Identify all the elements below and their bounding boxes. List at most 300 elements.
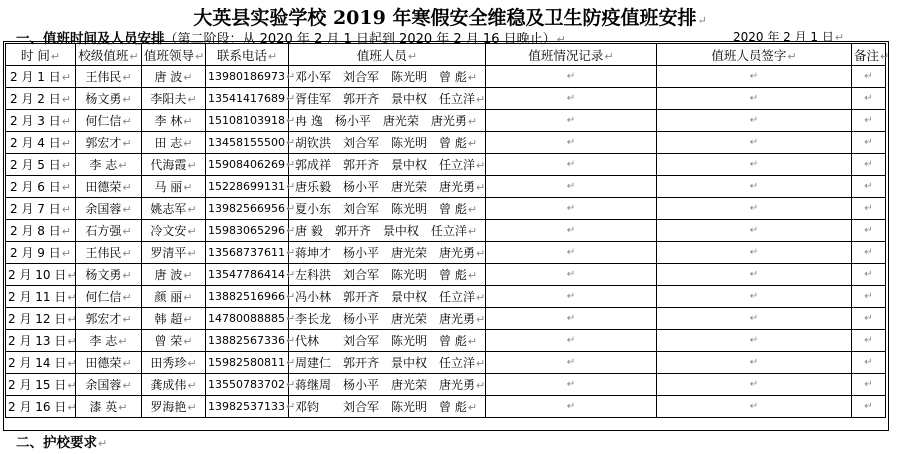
date-cell [6, 88, 76, 110]
paragraph-mark-icon: ↵ [183, 115, 193, 128]
paragraph-mark-icon: ↵ [67, 269, 77, 282]
date-cell [6, 132, 76, 154]
paragraph-mark-icon: ↵ [285, 400, 296, 413]
paragraph-mark-icon: ↵ [697, 14, 707, 27]
duty-leader-cell [142, 374, 206, 396]
paragraph-mark-icon: ↵ [604, 49, 614, 63]
paragraph-mark-icon: ↵ [864, 225, 873, 236]
duty-leader-cell-text: 田 志 [154, 136, 183, 150]
table-row [6, 352, 886, 374]
paragraph-mark-icon: ↵ [67, 313, 77, 326]
paragraph-mark-icon: ↵ [187, 357, 197, 370]
record-cell [486, 220, 657, 242]
signature-cell [657, 66, 852, 88]
duty-leader-cell [142, 242, 206, 264]
date-cell-text: 2 月 15 日 [8, 378, 67, 392]
paragraph-mark-icon: ↵ [122, 291, 132, 304]
paragraph-mark-icon: ↵ [61, 247, 71, 260]
duty-leader-cell [142, 132, 206, 154]
paragraph-mark-icon: ↵ [566, 203, 576, 214]
duty-leader-cell-text: 曾 荣 [154, 334, 183, 348]
paragraph-mark-icon: ↵ [61, 93, 71, 106]
duty-leader-cell [142, 176, 206, 198]
date-cell [6, 110, 76, 132]
paragraph-mark-icon: ↵ [267, 49, 278, 63]
school-duty-cell-text: 李 志 [89, 158, 118, 172]
record-cell [486, 176, 657, 198]
date-cell-text: 2 月 2 日 [10, 92, 61, 106]
remark-cell [852, 66, 886, 88]
paragraph-mark-icon: ↵ [118, 335, 128, 348]
paragraph-mark-icon: ↵ [187, 379, 197, 392]
phone-cell-text: 13882516966 [208, 290, 285, 303]
remark-cell [852, 154, 886, 176]
paragraph-mark-icon: ↵ [67, 291, 77, 304]
table-row [6, 88, 886, 110]
paragraph-mark-icon: ↵ [864, 357, 873, 368]
school-duty-cell-text: 杨文勇 [85, 268, 122, 282]
paragraph-mark-icon: ↵ [122, 93, 132, 106]
paragraph-mark-icon: ↵ [864, 247, 873, 258]
paragraph-mark-icon: ↵ [749, 225, 759, 236]
duty-leader-cell-text: 李阳夫 [150, 92, 187, 106]
column-header [486, 44, 657, 66]
column-header [6, 44, 76, 66]
duty-leader-cell-text: 冷文安 [150, 224, 187, 238]
paragraph-mark-icon: ↵ [61, 137, 71, 150]
paragraph-mark-icon: ↵ [864, 159, 873, 170]
duty-staff-cell-text: 周建仁 郭开齐 景中权 任立洋 [295, 356, 476, 370]
duty-staff-cell [289, 198, 486, 220]
duty-staff-cell-text: 左科洪 刘合军 陈光明 曾 彪 [295, 268, 467, 282]
paragraph-mark-icon: ↵ [467, 137, 478, 150]
signature-cell [657, 154, 852, 176]
duty-leader-cell [142, 88, 206, 110]
paragraph-mark-icon: ↵ [749, 313, 759, 324]
school-duty-cell [76, 110, 142, 132]
date-cell [6, 308, 76, 330]
duty-staff-cell [289, 352, 486, 374]
duty-staff-cell-text: 冉 逸 杨小平 唐光荣 唐光勇 [295, 114, 467, 128]
paragraph-mark-icon: ↵ [749, 335, 759, 346]
column-header [142, 44, 206, 66]
paragraph-mark-icon: ↵ [749, 247, 759, 258]
paragraph-mark-icon: ↵ [122, 71, 132, 84]
paragraph-mark-icon: ↵ [749, 71, 759, 82]
record-cell [486, 396, 657, 418]
paragraph-mark-icon: ↵ [187, 401, 197, 414]
paragraph-mark-icon: ↵ [467, 225, 478, 238]
paragraph-mark-icon: ↵ [285, 268, 296, 281]
paragraph-mark-icon: ↵ [183, 137, 193, 150]
school-duty-cell [76, 198, 142, 220]
paragraph-mark-icon: ↵ [67, 401, 77, 414]
date-cell [6, 396, 76, 418]
column-header-label: 时 间 [20, 47, 50, 63]
paragraph-mark-icon: ↵ [118, 159, 128, 172]
paragraph-mark-icon: ↵ [122, 313, 132, 326]
signature-cell [657, 396, 852, 418]
paragraph-mark-icon: ↵ [864, 379, 873, 390]
phone-cell-text: 13980186973 [208, 70, 285, 83]
phone-cell [206, 374, 296, 396]
paragraph-mark-icon: ↵ [187, 159, 197, 172]
document-title-text: 大英县实验学校 2019 年寒假安全维稳及卫生防疫值班安排 [193, 7, 697, 29]
phone-cell-text: 13541417689 [208, 92, 285, 105]
paragraph-mark-icon: ↵ [476, 247, 486, 260]
phone-cell-text: 15228699131 [208, 180, 285, 193]
duty-leader-cell-text: 唐 波 [154, 70, 183, 84]
paragraph-mark-icon: ↵ [787, 49, 797, 63]
column-header [206, 44, 289, 66]
column-header-label: 值班领导 [144, 47, 195, 63]
table-row [6, 132, 886, 154]
paragraph-mark-icon: ↵ [566, 335, 576, 346]
paragraph-mark-icon: ↵ [183, 71, 193, 84]
paragraph-mark-icon: ↵ [476, 313, 486, 326]
record-cell [486, 374, 657, 396]
paragraph-mark-icon: ↵ [749, 159, 759, 170]
duty-staff-cell [289, 330, 486, 352]
school-duty-cell-text: 石方强 [85, 224, 122, 238]
duty-leader-cell-text: 颜 丽 [154, 290, 183, 304]
duty-staff-cell [289, 374, 486, 396]
duty-staff-cell [289, 264, 486, 286]
table-row [6, 110, 886, 132]
paragraph-mark-icon: ↵ [476, 159, 486, 172]
signature-cell [657, 176, 852, 198]
paragraph-mark-icon: ↵ [467, 401, 478, 414]
paragraph-mark-icon: ↵ [749, 203, 759, 214]
phone-cell [206, 352, 296, 374]
paragraph-mark-icon: ↵ [864, 181, 873, 192]
paragraph-mark-icon: ↵ [476, 181, 486, 194]
record-cell [486, 132, 657, 154]
column-header [852, 44, 890, 66]
duty-staff-cell [289, 396, 486, 418]
paragraph-mark-icon: ↵ [61, 181, 71, 194]
phone-cell [206, 264, 296, 286]
table-row [6, 286, 886, 308]
duty-leader-cell [142, 308, 206, 330]
paragraph-mark-icon: ↵ [467, 269, 478, 282]
paragraph-mark-icon: ↵ [183, 181, 193, 194]
date-cell-text: 2 月 5 日 [10, 158, 61, 172]
paragraph-mark-icon: ↵ [467, 115, 478, 128]
signature-cell [657, 308, 852, 330]
phone-cell [206, 88, 296, 110]
phone-cell [206, 132, 296, 154]
paragraph-mark-icon: ↵ [864, 137, 873, 148]
school-duty-cell [76, 264, 142, 286]
school-duty-cell-text: 何仁信 [85, 114, 122, 128]
table-row [6, 154, 886, 176]
date-cell-text: 2 月 7 日 [10, 202, 61, 216]
paragraph-mark-icon: ↵ [183, 269, 193, 282]
date-cell [6, 286, 76, 308]
signature-cell [657, 374, 852, 396]
duty-leader-cell-text: 马 丽 [154, 180, 183, 194]
signature-cell [657, 110, 852, 132]
record-cell [486, 88, 657, 110]
paragraph-mark-icon: ↵ [864, 313, 873, 324]
remark-cell [852, 396, 886, 418]
duty-leader-cell [142, 286, 206, 308]
paragraph-mark-icon: ↵ [467, 335, 478, 348]
duty-staff-cell-text: 邓钧 刘合军 陈光明 曾 彪 [295, 400, 467, 414]
signature-cell [657, 242, 852, 264]
paragraph-mark-icon: ↵ [864, 93, 873, 104]
record-cell [486, 110, 657, 132]
paragraph-mark-icon: ↵ [187, 225, 197, 238]
remark-cell [852, 264, 886, 286]
paragraph-mark-icon: ↵ [129, 49, 139, 63]
school-duty-cell-text: 郭宏才 [85, 136, 122, 150]
paragraph-mark-icon: ↵ [195, 49, 205, 63]
paragraph-mark-icon: ↵ [749, 291, 759, 302]
phone-cell [206, 286, 296, 308]
school-duty-cell [76, 220, 142, 242]
phone-cell-text: 13458155500 [208, 136, 285, 149]
phone-cell [206, 242, 296, 264]
column-header-label: 值班人员 [356, 47, 407, 63]
paragraph-mark-icon: ↵ [566, 357, 576, 368]
duty-staff-cell [289, 88, 486, 110]
signature-cell [657, 286, 852, 308]
table-row [6, 330, 886, 352]
school-duty-cell [76, 308, 142, 330]
remark-cell [852, 220, 886, 242]
school-duty-cell [76, 330, 142, 352]
duty-staff-cell [289, 110, 486, 132]
paragraph-mark-icon: ↵ [864, 115, 873, 126]
duty-leader-cell [142, 220, 206, 242]
phone-cell [206, 220, 296, 242]
school-duty-cell-text: 杨文勇 [85, 92, 122, 106]
date-cell [6, 220, 76, 242]
paragraph-mark-icon: ↵ [187, 93, 197, 106]
paragraph-mark-icon: ↵ [285, 334, 296, 347]
phone-cell [206, 110, 296, 132]
school-duty-cell-text: 余国蓉 [85, 202, 122, 216]
table-row [6, 264, 886, 286]
date-cell-text: 2 月 12 日 [8, 312, 67, 326]
school-duty-cell-text: 王伟民 [85, 246, 122, 260]
paragraph-mark-icon: ↵ [122, 181, 132, 194]
duty-leader-cell [142, 110, 206, 132]
signature-cell [657, 352, 852, 374]
school-duty-cell [76, 176, 142, 198]
school-duty-cell-text: 田德荣 [85, 180, 122, 194]
paragraph-mark-icon: ↵ [285, 290, 296, 303]
date-cell [6, 264, 76, 286]
paragraph-mark-icon: ↵ [61, 71, 71, 84]
column-header-label: 备注 [854, 47, 880, 63]
date-cell-text: 2 月 4 日 [10, 136, 61, 150]
paragraph-mark-icon: ↵ [566, 159, 576, 170]
paragraph-mark-icon: ↵ [285, 158, 296, 171]
paragraph-mark-icon: ↵ [61, 159, 71, 172]
remark-cell [852, 110, 886, 132]
record-cell [486, 242, 657, 264]
paragraph-mark-icon: ↵ [566, 137, 576, 148]
date-cell-text: 2 月 14 日 [8, 356, 67, 370]
school-duty-cell [76, 242, 142, 264]
remark-cell [852, 176, 886, 198]
duty-staff-cell-text: 蒋继周 杨小平 唐光荣 唐光勇 [295, 378, 476, 392]
paragraph-mark-icon: ↵ [566, 71, 576, 82]
paragraph-mark-icon: ↵ [566, 401, 576, 412]
paragraph-mark-icon: ↵ [749, 115, 759, 126]
paragraph-mark-icon: ↵ [864, 269, 873, 280]
phone-cell [206, 308, 296, 330]
paragraph-mark-icon: ↵ [122, 379, 132, 392]
paragraph-mark-icon: ↵ [122, 225, 132, 238]
date-cell-text: 2 月 13 日 [8, 334, 67, 348]
table-row [6, 374, 886, 396]
column-header [657, 44, 852, 66]
duty-staff-cell [289, 220, 486, 242]
paragraph-mark-icon: ↵ [183, 313, 193, 326]
paragraph-mark-icon: ↵ [67, 335, 77, 348]
school-duty-cell [76, 352, 142, 374]
duty-leader-cell [142, 352, 206, 374]
duty-leader-cell-text: 罗海艳 [150, 400, 187, 414]
duty-leader-cell [142, 330, 206, 352]
date-cell-text: 2 月 16 日 [8, 400, 67, 414]
duty-leader-cell [142, 396, 206, 418]
paragraph-mark-icon: ↵ [864, 335, 873, 346]
paragraph-mark-icon: ↵ [285, 114, 296, 127]
paragraph-mark-icon: ↵ [122, 247, 132, 260]
paragraph-mark-icon: ↵ [61, 203, 71, 216]
paragraph-mark-icon: ↵ [566, 181, 576, 192]
date-cell-text: 2 月 9 日 [10, 246, 61, 260]
date-cell [6, 66, 76, 88]
paragraph-mark-icon: ↵ [749, 181, 759, 192]
duty-staff-cell [289, 176, 486, 198]
paragraph-mark-icon: ↵ [864, 203, 873, 214]
phone-cell [206, 198, 296, 220]
duty-staff-cell-text: 夏小东 刘合军 陈光明 曾 彪 [295, 202, 467, 216]
paragraph-mark-icon: ↵ [67, 357, 77, 370]
record-cell [486, 286, 657, 308]
table-header-row [6, 44, 886, 66]
record-cell [486, 352, 657, 374]
school-duty-cell-text: 李 志 [89, 334, 118, 348]
date-cell-text: 2 月 6 日 [10, 180, 61, 194]
paragraph-mark-icon: ↵ [183, 335, 193, 348]
paragraph-mark-icon: ↵ [476, 357, 486, 370]
paragraph-mark-icon: ↵ [98, 437, 108, 450]
column-header [289, 44, 486, 66]
school-duty-cell-text: 余国蓉 [85, 378, 122, 392]
paragraph-mark-icon: ↵ [122, 269, 132, 282]
duty-leader-cell-text: 代海霞 [150, 158, 187, 172]
remark-cell [852, 198, 886, 220]
column-header-label: 联系电话 [216, 47, 267, 63]
paragraph-mark-icon: ↵ [122, 137, 132, 150]
duty-leader-cell-text: 田秀珍 [150, 356, 187, 370]
phone-cell [206, 154, 296, 176]
paragraph-mark-icon: ↵ [285, 92, 296, 105]
school-duty-cell-text: 郭宏才 [85, 312, 122, 326]
school-duty-cell-text: 何仁信 [85, 290, 122, 304]
duty-leader-cell-text: 罗清平 [150, 246, 187, 260]
paragraph-mark-icon: ↵ [880, 49, 890, 63]
phone-cell-text: 15908406269 [208, 158, 285, 171]
paragraph-mark-icon: ↵ [749, 137, 759, 148]
record-cell [486, 198, 657, 220]
school-duty-cell [76, 132, 142, 154]
table-row [6, 220, 886, 242]
duty-staff-cell [289, 242, 486, 264]
paragraph-mark-icon: ↵ [749, 93, 759, 104]
phone-cell-text: 15982580811 [208, 356, 285, 369]
remark-cell [852, 132, 886, 154]
date-cell-text: 2 月 1 日 [10, 70, 61, 84]
paragraph-mark-icon: ↵ [749, 379, 759, 390]
date-cell-text: 2 月 3 日 [10, 114, 61, 128]
paragraph-mark-icon: ↵ [834, 31, 845, 44]
record-cell [486, 308, 657, 330]
paragraph-mark-icon: ↵ [556, 33, 566, 46]
column-header-label: 值班人员签字 [711, 47, 787, 63]
paragraph-mark-icon: ↵ [50, 49, 61, 63]
duty-staff-cell-text: 邓小军 刘合军 陈光明 曾 彪 [295, 70, 467, 84]
date-cell [6, 374, 76, 396]
paragraph-mark-icon: ↵ [122, 115, 132, 128]
remark-cell [852, 308, 886, 330]
phone-cell-text: 15108103918 [208, 114, 285, 127]
school-duty-cell [76, 374, 142, 396]
paragraph-mark-icon: ↵ [566, 379, 576, 390]
phone-cell-text: 15983065296 [208, 224, 285, 237]
table-body [6, 66, 886, 418]
paragraph-mark-icon: ↵ [566, 247, 576, 258]
school-duty-cell [76, 66, 142, 88]
table-row [6, 66, 886, 88]
duty-staff-cell-text: 唐 毅 郭开齐 景中权 任立洋 [295, 224, 467, 238]
paragraph-mark-icon: ↵ [285, 356, 296, 369]
phone-cell-text: 13982566956 [208, 202, 285, 215]
duty-staff-cell-text: 唐乐毅 杨小平 唐光荣 唐光勇 [295, 180, 476, 194]
phone-cell [206, 176, 296, 198]
duty-leader-cell [142, 66, 206, 88]
duty-leader-cell [142, 198, 206, 220]
duty-staff-cell [289, 132, 486, 154]
duty-staff-cell [289, 66, 486, 88]
duty-staff-cell-text: 郭成祥 郭开齐 景中权 任立洋 [295, 158, 476, 172]
remark-cell [852, 88, 886, 110]
column-header [76, 44, 142, 66]
duty-staff-cell-text: 胡钦洪 刘合军 陈光明 曾 彪 [295, 136, 467, 150]
school-duty-cell [76, 88, 142, 110]
document-title [0, 3, 900, 30]
signature-cell [657, 132, 852, 154]
paragraph-mark-icon: ↵ [67, 379, 77, 392]
phone-cell [206, 66, 296, 88]
paragraph-mark-icon: ↵ [476, 379, 486, 392]
date-cell [6, 154, 76, 176]
paragraph-mark-icon: ↵ [864, 401, 873, 412]
paragraph-mark-icon: ↵ [749, 269, 759, 280]
signature-cell [657, 264, 852, 286]
duty-staff-cell-text: 蒋坤才 杨小平 唐光荣 唐光勇 [295, 246, 476, 260]
paragraph-mark-icon: ↵ [566, 115, 576, 126]
signature-cell [657, 198, 852, 220]
date-cell [6, 352, 76, 374]
